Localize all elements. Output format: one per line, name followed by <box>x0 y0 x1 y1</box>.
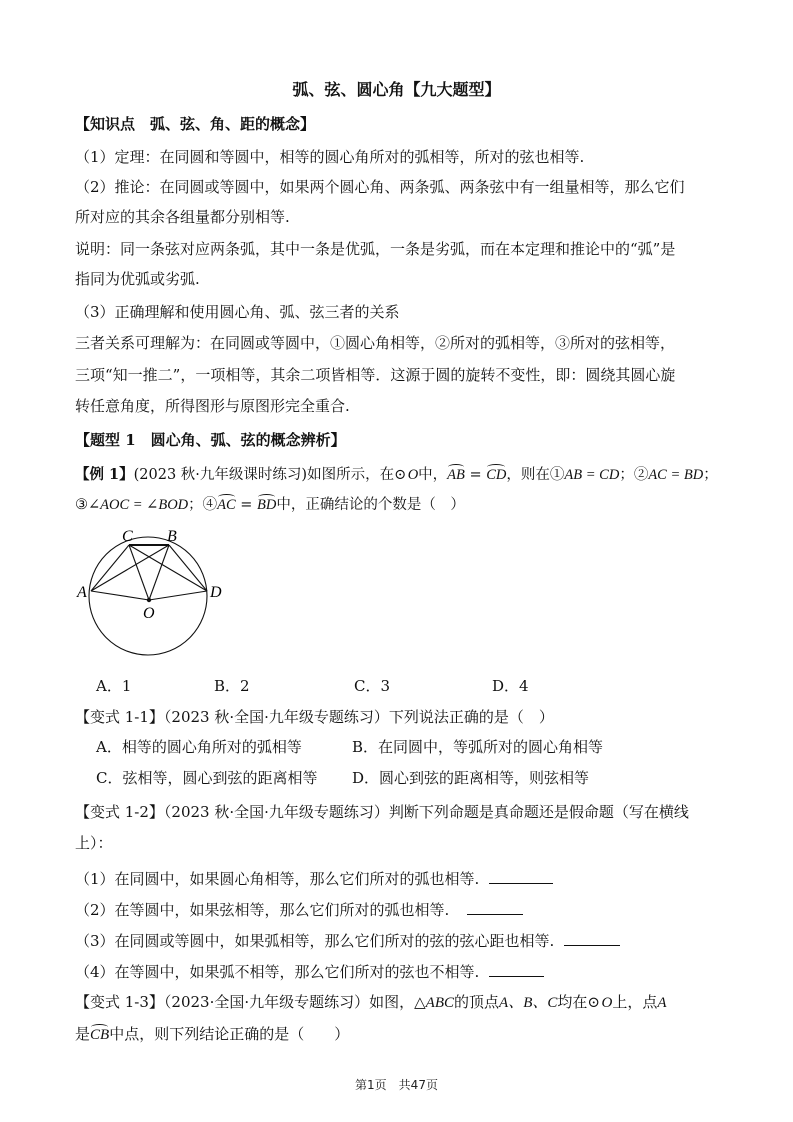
text: ③ <box>75 497 88 513</box>
arc-cd: CD <box>486 467 507 483</box>
knowledge-line: （3）正确理解和使用圆心角、弧、弦三者的关系 <box>75 303 400 321</box>
text: 上，点 <box>612 993 658 1011</box>
answer-blank-1[interactable] <box>489 867 553 884</box>
knowledge-line: 所对应的其余各组量都分别相等. <box>75 208 290 226</box>
variant1-1-option-a[interactable]: A．相等的圆心角所对的弧相等 <box>96 738 302 756</box>
text: ； <box>703 467 718 483</box>
label-o: O <box>143 605 155 622</box>
statement-3: ∠AOC = ∠BOD <box>88 497 189 513</box>
text: 如图所示，在 <box>307 467 395 483</box>
knowledge-line: （2）推论：在同圆或等圆中，如果两个圆心角、两条弧、两条弦中有一组量相等，那么它们 <box>75 178 685 196</box>
variant1-3-line2 <box>75 1024 349 1045</box>
page-footer: 第1页 共47页 <box>355 1078 438 1092</box>
variant1-1-option-c[interactable]: C．弦相等，圆心到弦的距离相等 <box>96 769 318 787</box>
arc-ab: AB <box>447 467 465 483</box>
page-title: 弧、弦、圆心角【九大题型】 <box>292 80 501 99</box>
option-c[interactable]: C．3 <box>354 677 391 695</box>
points-abc: A、B、C <box>499 995 558 1011</box>
knowledge-line: 三者关系可理解为：在同圆或等圆中，①圆心角相等，②所对的弧相等，③所对的弦相等， <box>75 334 676 352</box>
text: 中，正确结论的个数是（ ） <box>276 497 465 513</box>
text: 均在 <box>557 993 588 1011</box>
knowledge-line: 转任意角度，所得图形与原图形完全重合. <box>75 397 350 415</box>
text: 中点，则下列结论正确的是（ ） <box>109 1025 350 1043</box>
example1-line1 <box>75 465 718 485</box>
radius-oa <box>91 591 149 600</box>
center-point <box>147 598 151 602</box>
variant1-2-question-cont: 上）： <box>75 834 113 852</box>
text: ；④ <box>188 497 218 513</box>
label-b: B <box>167 528 177 545</box>
arc-bd: BD <box>257 497 277 513</box>
knowledge-line: （1）定理：在同圆和等圆中，相等的圆心角所对的弧相等，所对的弦也相等. <box>75 148 585 166</box>
arc-ac: AC <box>217 497 236 513</box>
triangle-abc: △ABC <box>414 995 455 1011</box>
proposition-2 <box>75 898 523 920</box>
variant1-1-option-b[interactable]: B．在同圆中，等弧所对的圆心角相等 <box>352 738 604 756</box>
option-a[interactable]: A．1 <box>96 677 132 695</box>
variant1-3-line1 <box>75 992 667 1013</box>
example-source: (2023 秋·九年级课时练习) <box>133 467 308 483</box>
knowledge-line: 三项“知一推二”，一项相等，其余二项皆相等．这源于圆的旋转不变性，即：圆绕其圆心旋 <box>75 366 676 384</box>
equals: = <box>464 467 487 483</box>
proposition-text: （1）在同圆中，如果圆心角相等，那么它们所对的弧也相等. <box>75 870 480 888</box>
circle-figure <box>70 522 240 664</box>
answer-blank-3[interactable] <box>564 929 620 946</box>
proposition-1 <box>75 867 553 889</box>
proposition-text: （2）在等圆中，如果弦相等，那么它们所对的弧也相等. <box>75 901 450 919</box>
option-d[interactable]: D．4 <box>492 677 529 695</box>
option-b[interactable]: B．2 <box>214 677 250 695</box>
chord-ab <box>91 545 169 591</box>
text: 的顶点 <box>454 993 500 1011</box>
variant1-2-question: 【变式 1-2】（2023 秋·全国·九年级专题练习）判断下列命题是真命题还是假命题（写在横线 <box>75 803 689 821</box>
equals: = <box>235 497 258 513</box>
label-d: D <box>210 584 222 601</box>
arc-cb: CB <box>90 1027 110 1043</box>
math-o: O <box>601 995 613 1011</box>
label-c: C <box>122 528 133 545</box>
variant1-1-option-d[interactable]: D．圆心到弦的距离相等，则弦相等 <box>352 769 590 787</box>
statement-1: AB = CD <box>564 467 620 483</box>
chord-cd <box>129 545 207 591</box>
answer-blank-4[interactable] <box>489 960 544 977</box>
point-a: A <box>657 995 667 1011</box>
proposition-text: （3）在同圆或等圆中，如果弧相等，那么它们所对的弦的弦心距也相等. <box>75 932 555 950</box>
proposition-text: （4）在等圆中，如果弧不相等，那么它们所对的弦也不相等. <box>75 963 480 981</box>
text: 中， <box>418 467 448 483</box>
example1-line2 <box>75 495 465 515</box>
chord-ac <box>91 545 129 591</box>
type1-heading: 【题型 1 圆心角、弧、弦的概念辨析】 <box>75 431 346 449</box>
radius-od <box>149 591 207 600</box>
example-tag: 【例 1】 <box>75 466 134 483</box>
label-a: A <box>77 584 87 601</box>
circle-symbol: ⊙ <box>587 993 600 1011</box>
variant1-1-question: 【变式 1-1】（2023 秋·全国·九年级专题练习）下列说法正确的是（ ） <box>75 708 554 726</box>
text: 【变式 1-3】（2023·全国·九年级专题练习）如图， <box>75 993 415 1011</box>
text: 是 <box>75 1025 91 1043</box>
knowledge-heading: 【知识点 弧、弦、角、距的概念】 <box>75 115 316 133</box>
knowledge-line: 指同为优弧或劣弧. <box>75 270 200 288</box>
circle-symbol: ⊙ <box>394 467 407 483</box>
statement-2: AC = BD <box>648 467 704 483</box>
math-o: O <box>407 467 419 483</box>
text: ，则在① <box>506 467 565 483</box>
radius-oc <box>129 545 149 600</box>
proposition-4 <box>75 960 544 982</box>
knowledge-line: 说明：同一条弦对应两条弧，其中一条是优弧，一条是劣弧，而在本定理和推论中的“弧”是 <box>75 240 676 258</box>
answer-blank-2[interactable] <box>467 898 523 915</box>
radius-ob <box>149 545 169 600</box>
text: ；② <box>619 467 649 483</box>
proposition-3 <box>75 929 620 951</box>
